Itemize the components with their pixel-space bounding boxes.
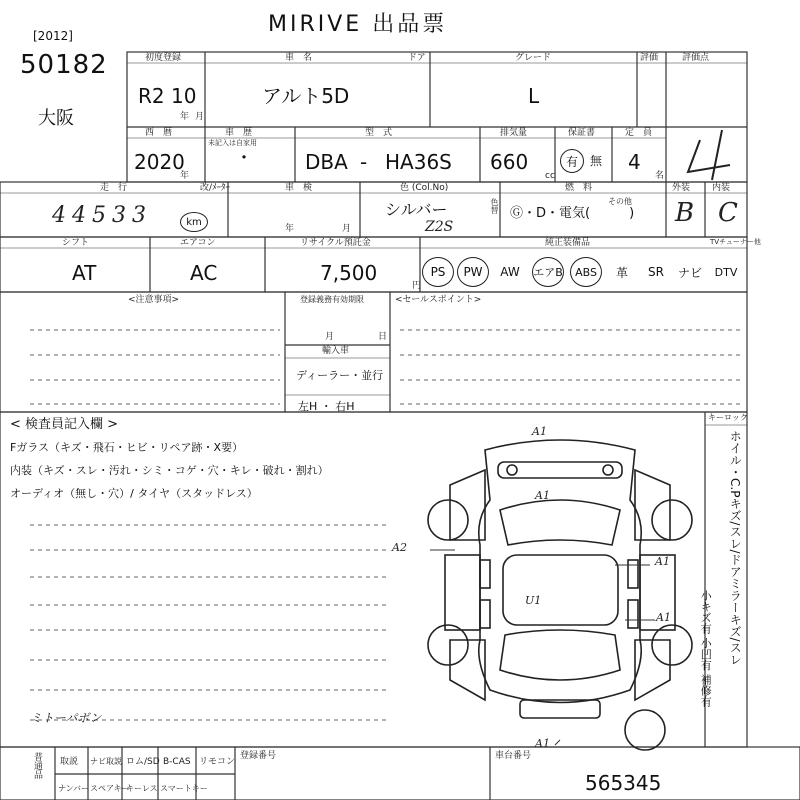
import-label: 輸入車 xyxy=(322,346,350,356)
spare-key-label: スペアキー xyxy=(90,784,130,793)
exterior-grade: B xyxy=(675,198,695,228)
handwritten-note: ミトーパボン xyxy=(30,711,102,725)
import-side: ディーラー・並行 xyxy=(296,369,384,382)
doors-label: ドア xyxy=(408,53,426,63)
model-year-label: 西 暦 xyxy=(145,128,173,138)
equipment-item: SR xyxy=(648,265,664,279)
history-value: ・ xyxy=(235,148,253,169)
damage-mark: A2 xyxy=(392,541,407,554)
damage-mark: A1 xyxy=(655,555,670,568)
fuel-options: Ⓖ・D・電気( ) xyxy=(510,206,635,221)
damage-mark: A1 xyxy=(535,737,550,750)
audio-line: オーディオ（無し・穴）/ タイヤ（スタッドレス） xyxy=(10,487,258,500)
warranty-no: 無 xyxy=(590,154,603,168)
model-type-label: 型 式 xyxy=(365,128,393,138)
site-name: 大阪 xyxy=(38,108,74,129)
model-year-unit: 年 xyxy=(180,171,190,181)
equipment-item: PW xyxy=(457,257,489,287)
interior-grade: C xyxy=(718,198,738,228)
capacity-unit: 名 xyxy=(655,171,665,181)
history-label: 車 歴 xyxy=(225,128,253,138)
model-code: HA36S xyxy=(385,150,452,174)
shift-value: AT xyxy=(72,261,97,285)
damage-mark: U1 xyxy=(525,594,542,607)
inspector-notes-label: < 検査員記入欄 > xyxy=(10,417,119,432)
car-name-value: アルト5D xyxy=(262,84,350,108)
number-plate-label: ナンバー xyxy=(58,784,90,793)
grade-label: グレード xyxy=(515,53,552,63)
color-sub-label: 色替 xyxy=(490,198,499,214)
displacement-value: 660 xyxy=(490,150,529,174)
color-code: Z2S xyxy=(425,219,454,235)
color-label: 色 (Col.No) xyxy=(400,183,449,193)
chassis-number-value: 565345 xyxy=(585,771,662,795)
recycle-fee-label: リサイクル預託金 xyxy=(300,238,371,248)
equipment-item: ABS xyxy=(570,257,602,287)
equipment-item: PS xyxy=(422,257,454,287)
year-label: 年 xyxy=(180,112,190,122)
car-name-label: 車 名 xyxy=(285,53,313,63)
fuel-other-label: その他 xyxy=(608,197,632,206)
mileage-label: 走 行 xyxy=(100,183,128,193)
glass-line: Fガラス（キズ・飛石・ヒビ・リペア跡・X要） xyxy=(10,441,244,454)
notes-label: <注意事項> xyxy=(128,295,180,305)
mileage-value: 44533 xyxy=(52,203,152,228)
damage-mark: A1 xyxy=(535,489,550,502)
key-lock-label: キーロック xyxy=(708,413,748,422)
small-note: 小キズ有 小凹有 補修有 xyxy=(699,590,713,707)
aircon-value: AC xyxy=(190,261,218,285)
lot-number: 50182 xyxy=(20,50,108,80)
model-prefix: DBA xyxy=(305,150,348,174)
smart-key-label: スマートキー xyxy=(160,784,208,793)
genuine-equipment-label: 純正装備品 xyxy=(545,238,591,248)
damage-mark: A1 xyxy=(656,611,671,624)
model-dash: - xyxy=(360,150,368,174)
exterior-label: 外装 xyxy=(672,183,691,193)
damage-mark: A1 xyxy=(532,425,547,438)
fuel-label: 燃 料 xyxy=(565,183,593,193)
first-registration-value: R2 10 xyxy=(138,84,197,108)
odometer-change-label: 改/ﾒｰﾀｰ xyxy=(200,183,231,193)
chassis-number-label: 車台番号 xyxy=(495,751,532,761)
sheet-title: MIRIVE 出品票 xyxy=(268,12,448,37)
equipment-item: DTV xyxy=(714,265,738,279)
cc-unit: cc xyxy=(545,171,555,181)
bcas-label: B-CAS xyxy=(163,757,191,767)
model-year-value: 2020 xyxy=(134,150,185,174)
inspection-year-unit: 年 xyxy=(285,224,295,234)
manual-label: 取説 xyxy=(60,757,79,767)
aircon-label: エアコン xyxy=(180,238,216,248)
grade-value: L xyxy=(528,84,540,108)
wheel-note: ホイル・C.Pキズ/スレ/ドアミラーキズ/スレ xyxy=(728,430,743,666)
reg-number-label: 登録番号 xyxy=(240,751,277,761)
recycle-fee-value: 7,500 xyxy=(320,261,378,285)
tv-tuner-label: TVチューナー他 xyxy=(710,238,761,246)
equipment-item: エアB xyxy=(532,257,564,287)
inspection-month-unit: 月 xyxy=(342,224,352,234)
warranty-label: 保証書 xyxy=(568,128,596,138)
first-registration-label: 初度登録 xyxy=(145,53,182,63)
shift-label: シフト xyxy=(62,238,90,248)
capacity-label: 定 員 xyxy=(625,128,653,138)
equipment-item: 革 xyxy=(615,265,628,280)
navi-manual-label: ナビ取説 xyxy=(90,757,122,766)
year-tag: [2012] xyxy=(33,29,73,43)
import-handle: 左H ・ 右H xyxy=(298,400,355,413)
equipment-item: ナビ xyxy=(677,265,702,280)
expiry-day-unit: 日 xyxy=(378,332,388,342)
interior-label: 内装 xyxy=(712,183,731,193)
evaluation-score-label: 評価点 xyxy=(682,53,710,63)
keyless-label: キーレス xyxy=(126,784,158,793)
capacity-value: 4 xyxy=(628,150,641,174)
rom-sd-label: ロム/SD xyxy=(126,757,160,767)
history-note: 未記入は自家用 xyxy=(208,139,257,147)
interior-line: 内装（キズ・スレ・汚れ・シミ・コゲ・穴・キレ・破れ・割れ） xyxy=(10,464,329,477)
equipment-item: AW xyxy=(500,265,520,279)
sales-points-label: <セールスポイント> xyxy=(395,295,482,305)
mileage-unit-circle: km xyxy=(180,212,208,232)
handover-label: 普通品 xyxy=(32,752,42,779)
score-type-label: 評価 xyxy=(640,53,659,63)
color-value: シルバー xyxy=(385,200,448,219)
evaluation-score-value: 4 xyxy=(740,130,742,132)
month-label: 月 xyxy=(195,112,205,122)
inspection-label: 車 検 xyxy=(285,183,313,193)
remote-label: リモコン xyxy=(199,757,236,767)
yen-unit: 円 xyxy=(412,281,422,291)
displacement-label: 排気量 xyxy=(500,128,528,138)
registration-expiry-label: 登録義務有効期限 xyxy=(300,295,364,304)
expiry-month-unit: 月 xyxy=(325,332,335,342)
warranty-yes-circle: 有 xyxy=(560,149,584,173)
